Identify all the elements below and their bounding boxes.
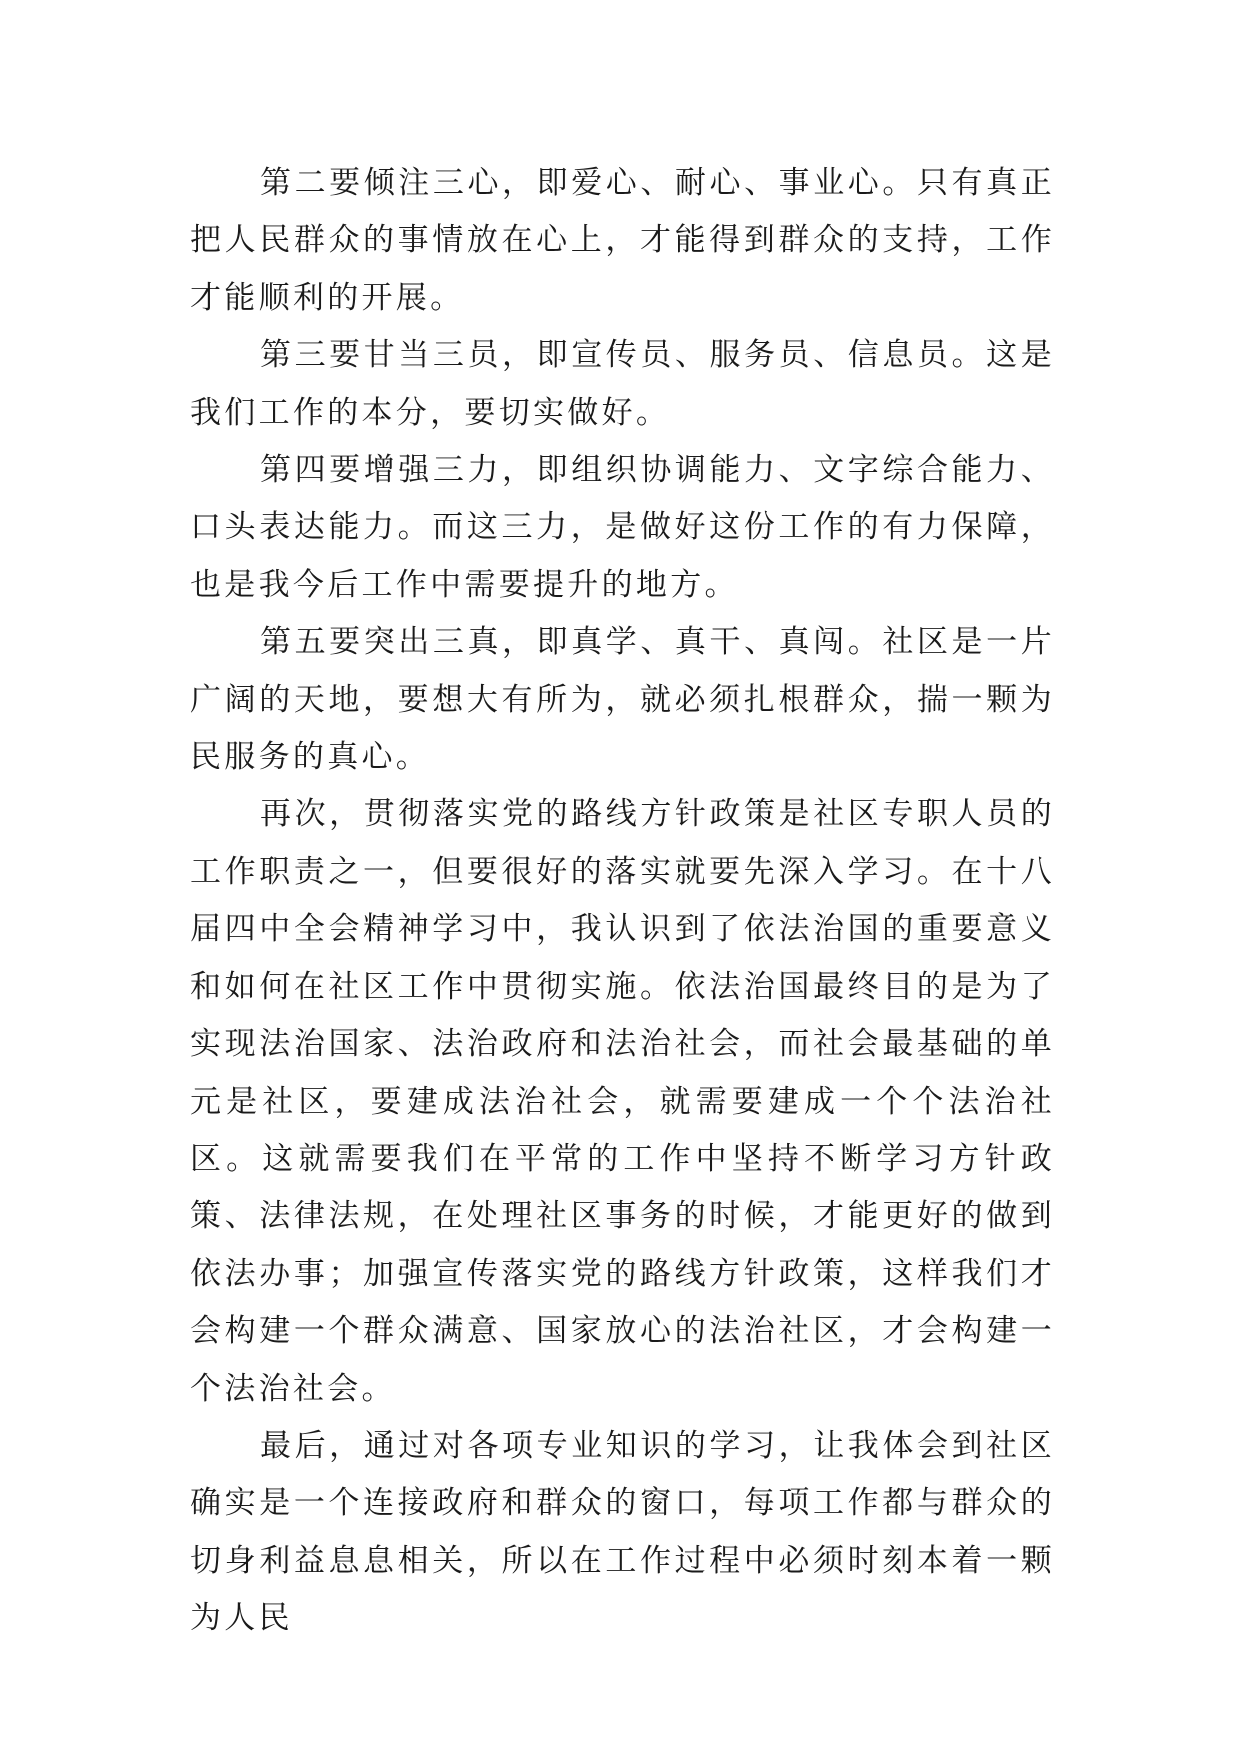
document-body [190, 155, 1055, 1648]
paragraph-san-yuan: 第三要甘当三员，即宣传员、服务员、信息员。这是我们工作的本分，要切实做好。 [190, 337, 1055, 431]
paragraph-san-xin: 第二要倾注三心，即爱心、耐心、事业心。只有真正把人民群众的事情放在心上，才能得到群众的支持，工作才能顺利的开展。 [190, 165, 1055, 316]
paragraph-san-zhen: 第五要突出三真，即真学、真干、真闯。社区是一片广阔的天地，要想大有所为，就必须扎根群众，揣一颗为民服务的真心。 [190, 624, 1055, 776]
paragraph-zui-hou: 最后，通过对各项专业知识的学习，让我体会到社区确实是一个连接政府和群众的窗口，每项工作都与群众的切身利益息息相关，所以在工作过程中必须时刻本着一颗为人民 [190, 1427, 1055, 1637]
paragraph-zai-ci: 再次，贯彻落实党的路线方针政策是社区专职人员的工作职责之一，但要很好的落实就要先深入学习。在十八届四中全会精神学习中，我认识到了依法治国的重要意义和如何在社区工作中贯彻实施。依法治国最终目的是为了实现法治国家、法治政府和法治社会，而社会最基础的单元是社区，要建成法治社会，就需要建成一个个法治社区。这就需要我们在平常的工作中坚持不断学习方针政策、法律法规，在处理社区事务的时候，才能更好的做到依法办事；加强宣传落实党的路线方针政策，这样我们才会构建一个群众满意、国家放心的法治社区，才会构建一个法治社会。 [190, 796, 1055, 1407]
paragraph-san-li: 第四要增强三力，即组织协调能力、文字综合能力、口头表达能力。而这三力，是做好这份工作的有力保障，也是我今后工作中需要提升的地方。 [190, 452, 1055, 603]
